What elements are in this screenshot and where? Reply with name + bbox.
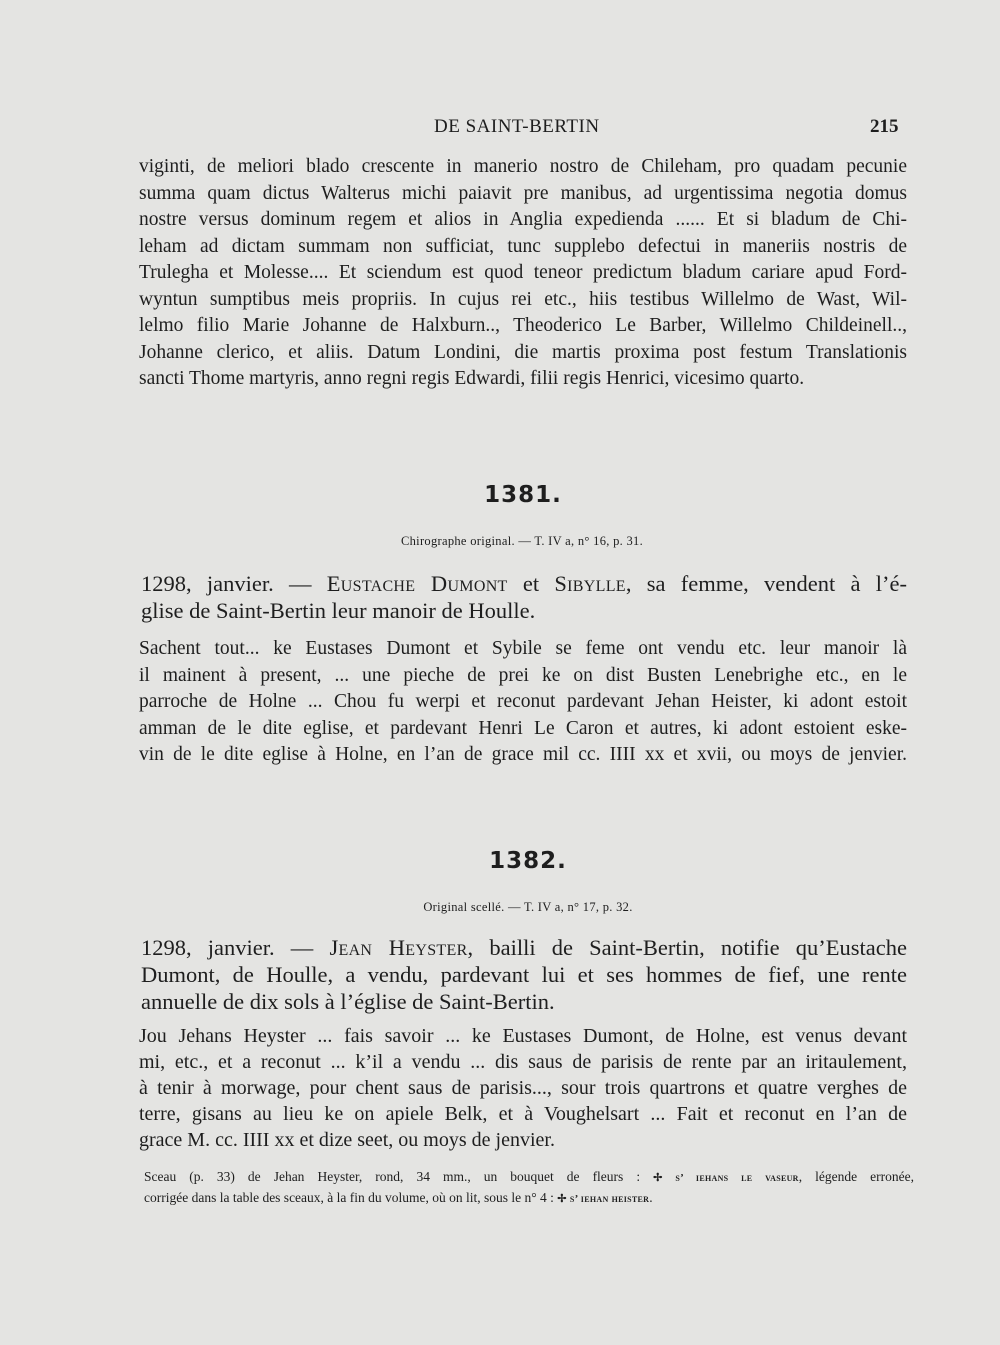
summary-date: 1298, janvier. — — [141, 935, 330, 960]
text-line: terre, gisans au lieu ke on apiele Belk, et à Voughelsart ... Fait et reconut en l’an de — [139, 1103, 907, 1125]
summary-line: glise de Saint-Bertin leur manoir de Houlle. — [141, 598, 536, 623]
seal-legend: ✢ s’ iehan heister — [557, 1193, 650, 1205]
seal-note — [144, 1167, 914, 1209]
seal-note-line — [144, 1188, 914, 1209]
text-line: grace M. cc. IIII xx et dize seet, ou moys de jenvier. — [139, 1129, 555, 1151]
person-name: Sibylle — [554, 571, 626, 596]
text-line: Sachent tout... ke Eustases Dumont et Sybile se feme ont vendu etc. leur manoir là — [139, 638, 907, 659]
text-line: Trulegha et Molesse.... Et sciendum est quod teneor predictum bladum cariare apud Ford- — [139, 262, 907, 283]
running-title: DE SAINT-BERTIN — [434, 116, 600, 137]
text-line: amman de le dite eglise, et pardevant Henri Le Caron et autres, ki adont estoient eske- — [139, 717, 907, 739]
person-name: Eustache Dumont — [326, 571, 508, 596]
seal-note-text: corrigée dans la table des sceaux, à la fin du volume, où on lit, sous le n° 4 : — [144, 1190, 558, 1205]
text-line: vin de le dite eglise à Holne, en l’an de grace mil cc. IIII xx et xvii, ou moys de jenvier. — [139, 744, 907, 765]
text-line: summa quam dictus Walterus michi paiavit pre manibus, ad urgentissima negotia domus — [139, 182, 907, 204]
seal-legend: ✢ s’ iehans le vaseur — [653, 1172, 799, 1184]
running-head — [0, 116, 1000, 144]
text-line: Johanne clerico, et aliis. Datum Londini, die martis proxima post festum Translationis — [139, 341, 907, 363]
page-number: 215 — [870, 116, 899, 137]
source-note-1382: Original scellé. — T. IV a, n° 17, p. 32. — [423, 900, 633, 914]
text-line: mi, etc., et a reconut ... k’il a vendu ... dis saus de parisis de rente par an iritaulement, — [139, 1051, 907, 1073]
text-line: à tenir à morwage, pour chent saus de parisis..., sour trois quartrons et quatre verghes de — [139, 1077, 907, 1099]
seal-note-line — [144, 1167, 914, 1188]
charter-number-1381: 1381. — [484, 482, 562, 508]
text-line: il mainent à present, ... une pieche de prei ke on dist Busten Lenebrighe etc., en le — [139, 664, 907, 686]
charter-text-1382 — [139, 1023, 907, 1153]
text-line: Jou Jehans Heyster ... fais savoir ... ke Eustases Dumont, de Holne, est venus devant — [139, 1025, 907, 1047]
charter-text-1381 — [139, 636, 907, 769]
summary-text: , sa femme, vendent à l’é- — [625, 571, 907, 596]
charter-summary-1382 — [141, 934, 907, 1015]
seal-note-text: , légende erronée, — [798, 1169, 914, 1184]
text-line: wyntun sumptibus meis propriis. In cujus rei etc., hiis testibus Willelmo de Wast, Wil- — [139, 288, 907, 310]
text-line: leham ad dictam summam non sufficiat, tunc supplebo defectui in maneriis nostris de — [139, 235, 907, 257]
text-line: lelmo filio Marie Johanne de Halxburn.., Theoderico Le Barber, Willelmo Childeinell.., — [139, 315, 907, 336]
summary-line: Dumont, de Houlle, a vendu, pardevant lui et ses hommes de fief, une rente — [141, 962, 907, 987]
source-note-1381: Chirographe original. — T. IV a, n° 16, p. 31. — [400, 534, 644, 548]
summary-line: annuelle de dix sols à l’église de Saint-Bertin. — [141, 989, 555, 1014]
summary-text: , bailli de Saint-Bertin, notifie qu’Eustache — [467, 935, 907, 960]
seal-note-text: . — [649, 1190, 653, 1205]
summary-date: 1298, janvier. — — [141, 571, 327, 596]
charter-summary-1381 — [141, 570, 907, 624]
seal-note-text: Sceau (p. 33) de Jehan Heyster, rond, 34 mm., un bouquet de fleurs : — [144, 1169, 654, 1184]
text-line: parroche de Holne ... Chou fu werpi et reconut pardevant Jehan Heister, ki adont estoit — [139, 691, 907, 712]
person-name: Jean Heyster — [329, 935, 468, 960]
summary-text: et — [507, 571, 555, 596]
text-line: nostre versus dominum regem et alios in Anglia expedienda ...... Et si bladum de Chi- — [139, 209, 907, 230]
summary-line — [141, 570, 907, 597]
text-line: sancti Thome martyris, anno regni regis Edwardi, filii regis Henrici, vicesimo quarto. — [139, 368, 805, 389]
summary-line — [141, 934, 907, 961]
latin-paragraph — [139, 154, 907, 393]
text-line: viginti, de meliori blado crescente in manerio nostro de Chileham, pro quadam pecunie — [139, 156, 907, 177]
charter-number-1382: 1382. — [489, 848, 567, 874]
